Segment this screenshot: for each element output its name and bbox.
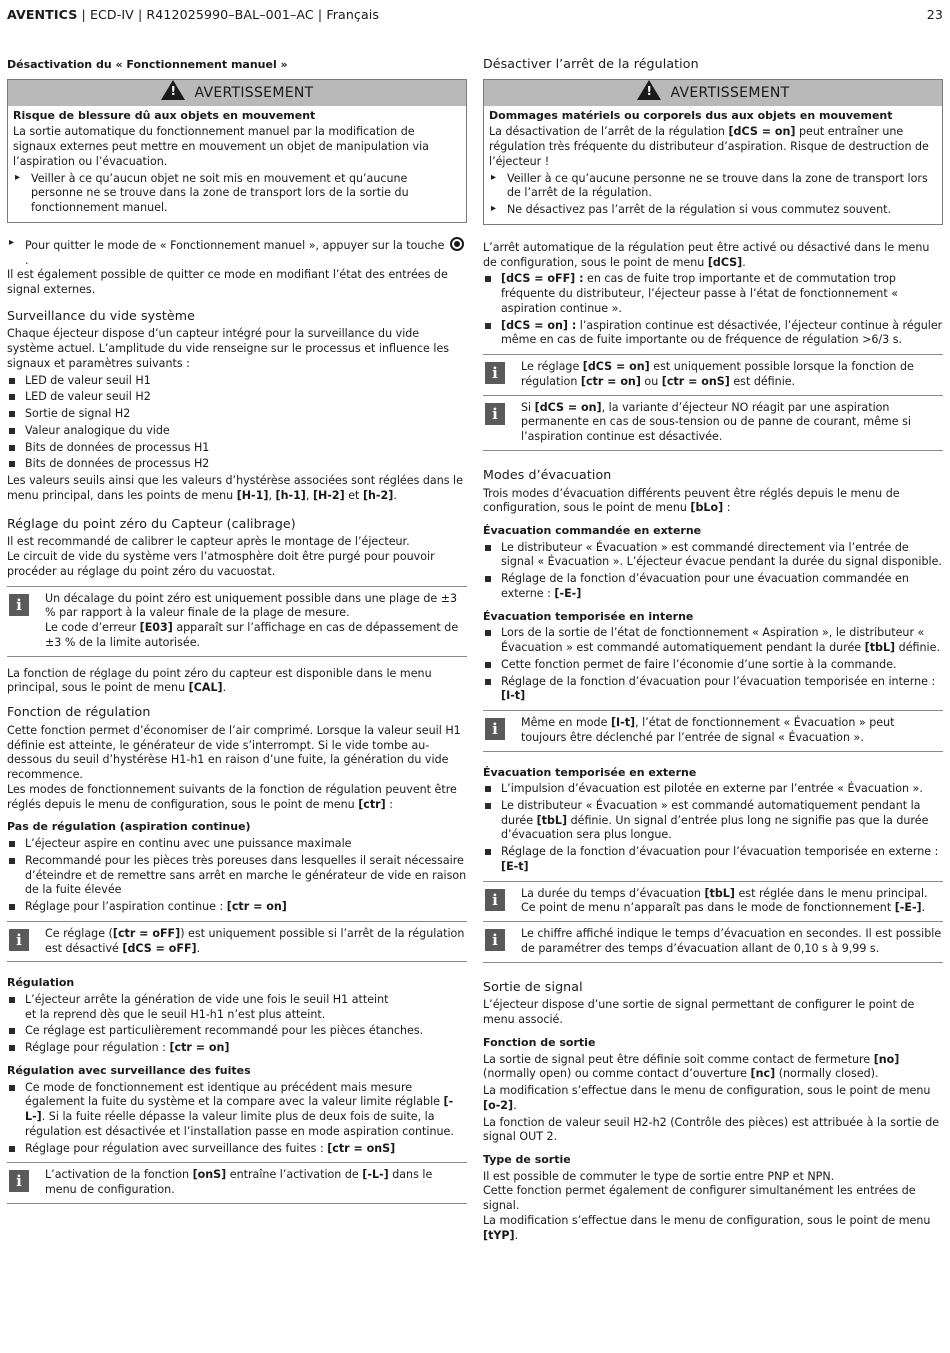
paragraph: La modification s’effectue dans le menu de configuration, sous le point de menu [o-2]. — [483, 1084, 931, 1112]
note-text: Ce réglage ([ctr = oFF]) est uniquement possible si l’arrêt de la régulation est désactivé [dCS = oFF]. — [45, 926, 465, 955]
list-item: Ce réglage est particulièrement recommandé pour les pièces étanches. — [7, 1024, 467, 1039]
right-column — [483, 56, 943, 1245]
paragraph: Cette fonction permet également de configurer simultanément les entrées de signal. — [483, 1184, 916, 1213]
warning-subtitle: Dommages matériels ou corporels dus aux objets en mouvement — [489, 108, 893, 122]
paragraph: Trois modes d’évacuation différents peuvent être réglés depuis le menu de configuration, sous le point de menu [bLo] : — [483, 486, 900, 515]
section-title: Modes d’évacuation — [483, 466, 612, 482]
list-item: [dCS = on] : l’aspiration continue est désactivée, l’éjecteur continue à réguler même en cas de fuite importante ou de fréquence de régulation >6/3 s. — [483, 319, 943, 349]
section-title: Surveillance du vide système — [7, 307, 195, 323]
paragraph: La modification s’effectue dans le menu de configuration, sous le point de menu [tYP]. — [483, 1213, 931, 1242]
list-item: Réglage de la fonction d’évacuation pour une évacuation commandée en externe : [-E-] — [483, 572, 943, 602]
subsection-title: Fonction de sortie — [483, 1035, 596, 1049]
note-text: Le code d’erreur [E03] apparaît sur l’affichage en cas de dépassement de ±3 % de la limite autorisée. — [45, 621, 459, 649]
warning-item: ▸ Ne désactivez pas l’arrêt de la régulation si vous commutez souvent. — [489, 203, 937, 218]
subsection-title: Type de sortie — [483, 1153, 571, 1167]
list-item: LED de valeur seuil H2 — [7, 390, 467, 405]
info-note — [483, 922, 943, 963]
list-item: Réglage pour régulation avec surveillance des fuites : [ctr = onS] — [7, 1142, 467, 1157]
info-icon: i — [9, 929, 29, 951]
info-icon: i — [9, 594, 29, 616]
subsection-title: Régulation avec surveillance des fuites — [7, 1063, 251, 1077]
paragraph: La sortie de signal peut être définie soit comme contact de fermeture [no] (normally open) ou comme contact d’ouverture [nc] (normally closed). — [483, 1052, 900, 1081]
doc-id: | ECD-IV | R412025990–BAL–001–AC | Français — [77, 7, 380, 22]
list-item: Bits de données de processus H2 — [7, 457, 467, 472]
paragraph: Il est possible de commuter le type de sortie entre PNP et NPN. — [483, 1169, 835, 1183]
list-item: [dCS = oFF] : en cas de fuite trop importante et de commutation trop fréquente du distributeur, l’éjecteur passe à l’état de fonctionnement « aspiration continue ». — [483, 272, 943, 316]
warning-label: AVERTISSEMENT — [194, 84, 314, 101]
page-header — [7, 7, 943, 24]
paragraph: Il est recommandé de calibrer le capteur après le montage de l’éjecteur. — [7, 535, 410, 549]
note-text: Même en mode [I-t], l’état de fonctionnement « Évacuation » peut toujours être déclenché par l’entrée de signal « Évacuation ». — [521, 716, 895, 744]
list-item: Recommandé pour les pièces très poreuses dans lesquelles il serait nécessaire d’éteindre et de remettre sans arrêt en marche le générateur de vide en raison de la fuite élevée — [7, 854, 467, 898]
list-item: Le distributeur « Évacuation » est commandé directement via l’entrée de signal « Évacuation ». L’éjecteur évacue pendant la durée du signal disponible. — [483, 541, 943, 571]
paragraph: L’arrêt automatique de la régulation peut être activé ou désactivé dans le menu de configuration, sous le point de menu [dCS]. — [483, 240, 930, 269]
info-icon: i — [485, 889, 505, 911]
paragraph: Les valeurs seuils ainsi que les valeurs d’hystérèse associées sont réglées dans le menu principal, dans les points de menu [H-1], [h-1], [H-2] et [h-2]. — [7, 474, 463, 502]
note-text: Le réglage [dCS = on] est uniquement possible lorsque la fonction de régulation [ctr = on] ou [ctr = onS] est définie. — [521, 360, 914, 388]
left-column — [7, 56, 467, 1214]
bullet-list — [7, 837, 467, 915]
warning-label: AVERTISSEMENT — [670, 84, 790, 101]
note-text: Un décalage du point zéro est uniquement possible dans une plage de ±3 % par rapport à la valeur finale de la plage de mesure. — [45, 591, 458, 620]
info-icon: i — [485, 403, 505, 425]
list-item: Bits de données de processus H1 — [7, 441, 467, 456]
list-item: L’éjecteur arrête la génération de vide une fois le seuil H1 atteint et la reprend dès que le seuil H1-h1 n’est plus atteint. — [7, 993, 467, 1023]
list-item: Réglage pour régulation : [ctr = on] — [7, 1041, 467, 1056]
manual-key-icon — [450, 237, 464, 251]
paragraph: Les modes de fonctionnement suivants de la fonction de régulation peuvent être réglés depuis le menu de configuration, sous le point de menu [ctr] : — [7, 782, 457, 811]
bullet-list — [7, 374, 467, 473]
paragraph: Chaque éjecteur dispose d’un capteur intégré pour la surveillance du vide système actuel. L’amplitude du vide renseigne sur le processus et influence les signaux et paramètres suivants : — [7, 327, 450, 370]
paragraph: Le circuit de vide du système vers l’atmosphère doit être purgé pour pouvoir procéder au réglage du point zéro du vacuostat. — [7, 550, 435, 578]
warning-text: La désactivation de l’arrêt de la régulation [dCS = on] peut entraîner une régulation très fréquente du distributeur d’aspiration. Risque de destruction de l’éjecteur ! — [489, 125, 929, 168]
info-note — [7, 586, 467, 657]
subsection-title: Régulation — [7, 976, 75, 990]
list-item: L’impulsion d’évacuation est pilotée en externe par l’entrée « Évacuation ». — [483, 782, 943, 797]
warning-box — [483, 79, 943, 225]
subsection-title: Évacuation commandée en externe — [483, 524, 702, 538]
warning-subtitle: Risque de blessure dû aux objets en mouvement — [13, 108, 316, 122]
warning-header — [8, 80, 466, 106]
paragraph: La fonction de réglage du point zéro du capteur est disponible dans le menu principal, sous le point de menu [CAL]. — [7, 666, 432, 695]
paragraph: L’éjecteur dispose d’une sortie de signal permettant de configurer le point de menu associé. — [483, 998, 915, 1027]
subsection-title: Pas de régulation (aspiration continue) — [7, 820, 251, 834]
warning-item: ▸ Veiller à ce qu’aucune personne ne se trouve dans la zone de transport lors de l’arrêt de la régulation. — [489, 172, 937, 202]
info-note — [483, 881, 943, 923]
info-note — [483, 396, 943, 451]
list-item: LED de valeur seuil H1 — [7, 374, 467, 389]
bullet-list — [483, 272, 943, 348]
list-item: Lors de la sortie de l’état de fonctionnement « Aspiration », le distributeur « Évacuation » est commandé automatiquement pendant la durée [tbL] définie. — [483, 626, 943, 656]
bullet-list — [483, 782, 943, 875]
list-item: Réglage pour l’aspiration continue : [ctr = on] — [7, 900, 467, 915]
info-icon: i — [9, 1170, 29, 1192]
page-number: 23 — [926, 7, 943, 22]
list-item: Réglage de la fonction d’évacuation pour l’évacuation temporisée en interne : [I-t] — [483, 675, 943, 705]
list-item: Réglage de la fonction d’évacuation pour l’évacuation temporisée en externe : [E-t] — [483, 845, 943, 875]
warning-item: ▸ Veiller à ce qu’aucun objet ne soit mis en mouvement et qu’aucune personne ne se trouve dans la zone de transport lors de la sortie du fonctionnement manuel. — [13, 172, 461, 216]
paragraph: Cette fonction permet d’économiser de l’air comprimé. Lorsque la valeur seuil H1 définie est atteinte, le générateur de vide s’interrompt. Si le vide tombe au-dessous du seuil d’hystérèse H1-h1 en raison d’une fuite, la génération du vide recommence. — [7, 723, 461, 782]
step-item: ▸ Pour quitter le mode de « Fonctionnement manuel », appuyer sur la touche . — [7, 237, 467, 269]
section-title: Désactivation du « Fonctionnement manuel » — [7, 58, 288, 71]
bullet-list — [483, 541, 943, 602]
brand: AVENTICS — [7, 7, 78, 22]
info-note — [7, 1162, 467, 1204]
list-item: Ce mode de fonctionnement est identique au précédent mais mesure également la fuite du système et la compare avec la valeur limite réglable [-L-]. Si la fuite réelle dépasse la valeur limite plus de deux fois de suite, la régulation est désactivée et l’installation passe en mode aspiration continue. — [7, 1081, 467, 1140]
section-title: Sortie de signal — [483, 978, 583, 994]
warning-text: La sortie automatique du fonctionnement manuel par la modification de signaux externes peut mettre en mouvement un objet de manipulation via l’aspiration ou l’évacuation. — [13, 125, 429, 168]
note-text: Le chiffre affiché indique le temps d’évacuation en secondes. Il est possible de paramétrer des temps d’évacuation allant de 0,10 s à 9,99 s. — [521, 927, 942, 955]
note-text: Si [dCS = on], la variante d’éjecteur NO réagit par une aspiration permanente en cas de sous-tension ou de panne de courant, même si l’aspiration continue est désactivée. — [521, 400, 911, 444]
info-note — [483, 354, 943, 396]
list-item: L’éjecteur aspire en continu avec une puissance maximale — [7, 837, 467, 852]
info-icon: i — [485, 929, 505, 951]
warning-triangle-icon: ! — [637, 80, 661, 100]
list-item: Valeur analogique du vide — [7, 424, 467, 439]
bullet-list — [7, 993, 467, 1056]
paragraph: Il est également possible de quitter ce mode en modifiant l’état des entrées de signal externes. — [7, 268, 448, 296]
note-text: Ce point de menu n’apparaît pas dans le mode de fonctionnement [-E-]. — [521, 901, 926, 915]
info-icon: i — [485, 362, 505, 384]
warning-triangle-icon: ! — [161, 80, 185, 100]
info-icon: i — [485, 718, 505, 740]
paragraph: La fonction de valeur seuil H2-h2 (Contrôle des pièces) est attribuée à la sortie de signal OUT 2. — [483, 1115, 940, 1144]
warning-header — [484, 80, 942, 106]
subsection-title: Évacuation temporisée en interne — [483, 609, 694, 623]
info-note — [483, 710, 943, 752]
note-text: L’activation de la fonction [onS] entraîne l’activation de [-L-] dans le menu de configuration. — [45, 1168, 433, 1197]
bullet-list — [483, 626, 943, 704]
note-text: La durée du temps d’évacuation [tbL] est réglée dans le menu principal. — [521, 886, 928, 900]
subsection-title: Évacuation temporisée en externe — [483, 765, 697, 779]
info-note — [7, 921, 467, 963]
bullet-list — [7, 1081, 467, 1157]
warning-box — [7, 79, 467, 223]
section-title: Désactiver l’arrêt de la régulation — [483, 56, 699, 71]
section-title: Réglage du point zéro du Capteur (calibrage) — [7, 515, 296, 531]
list-item: Sortie de signal H2 — [7, 407, 467, 422]
list-item: Cette fonction permet de faire l’économie d’une sortie à la commande. — [483, 658, 943, 673]
section-title: Fonction de régulation — [7, 704, 151, 720]
list-item: Le distributeur « Évacuation » est commandé automatiquement pendant la durée [tbL] définie. Un signal d’entrée plus long ne signifie pas que la durée d’évacuation sera plus longue. — [483, 799, 943, 843]
